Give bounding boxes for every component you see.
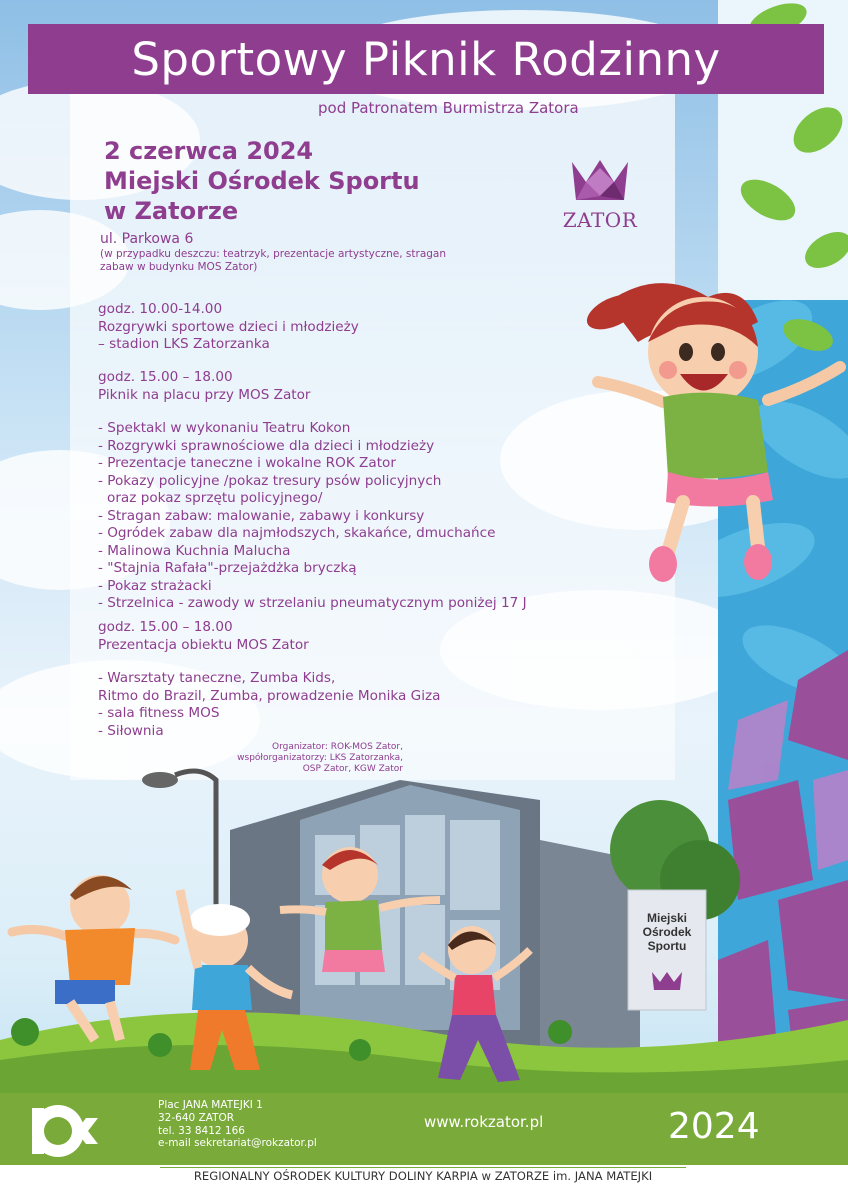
list-item: - Pokaz strażacki (98, 577, 212, 594)
crown-icon (570, 158, 630, 202)
building-sign-line: Ośrodek (642, 925, 692, 939)
building-sign-line: Sportu (647, 939, 687, 953)
contact-city: 32-640 ZATOR (158, 1111, 235, 1124)
subtitle: pod Patronatem Burmistrza Zatora (318, 99, 579, 117)
schedule-line: Rozgrywki sportowe dzieci i młodzieży (98, 318, 359, 335)
rok-logo (28, 1100, 108, 1162)
schedule-block-1 (98, 301, 359, 354)
schedule-block-2 (98, 369, 311, 404)
event-date: 2 czerwca 2024 (104, 137, 314, 165)
website-link[interactable]: www.rokzator.pl (424, 1113, 544, 1131)
jumping-girl-illustration (568, 272, 848, 602)
organizer-line: Organizator: ROK-MOS Zator, (271, 742, 403, 752)
contact-phone: tel. 33 8412 166 (158, 1124, 245, 1137)
list-item: - Malinowa Kuchnia Malucha (98, 542, 291, 559)
organizer-line: współorganizatorzy: LKS Zatorzanka, (237, 753, 403, 763)
event-town: w Zatorze (104, 197, 239, 225)
zator-logo (560, 158, 640, 232)
list-item: - Prezentacje taneczne i wokalne ROK Zator (98, 455, 396, 471)
list-item: - "Stajnia Rafała"-przejażdżka bryczką (98, 560, 357, 576)
list-item: - Warsztaty taneczne, Zumba Kids, (98, 670, 336, 686)
schedule-time: godz. 10.00-14.00 (98, 301, 223, 317)
list-item: - Stragan zabaw: malowanie, zabawy i konkursy (98, 507, 425, 524)
list-item: - Ogródek zabaw dla najmłodszych, skakańce, dmuchańce (98, 525, 496, 541)
footer-year: 2024 (668, 1106, 760, 1147)
building-sign-line: Miejski (646, 911, 688, 925)
list-item: - Rozgrywki sprawnościowe dla dzieci i młodzieży (98, 437, 435, 454)
list-item: - sala fitness MOS (98, 705, 220, 721)
event-venue: Miejski Ośrodek Sportu (104, 167, 420, 195)
schedule-line: – stadion LKS Zatorzanka (98, 336, 270, 352)
rok-logo-text: rok (28, 1100, 30, 1101)
list-item: - Siłownia (98, 722, 164, 739)
contact-email: e-mail sekretariat@rokzator.pl (158, 1137, 317, 1150)
zator-logo-text: ZATOR (562, 208, 638, 232)
rain-note: (w przypadku deszczu: teatrzyk, prezentacje artystyczne, stragan zabaw w budynku MOS Zator) (100, 248, 447, 273)
contact-address: Plac JANA MATEJKI 1 (158, 1099, 263, 1111)
list-item: Ritmo do Brazil, Zumba, prowadzenie Monika Giza (98, 687, 441, 704)
schedule-time: godz. 15.00 – 18.00 (98, 619, 233, 635)
building-and-children-scene (0, 740, 848, 1100)
list-item: - Strzelnica - zawody w strzelaniu pneumatycznym poniżej 17 J (98, 595, 527, 611)
contact-info (158, 1099, 317, 1150)
page-title: Sportowy Piknik Rodzinny (131, 32, 721, 86)
title-banner (28, 24, 824, 94)
list-item: - Spektakl w wykonaniu Teatru Kokon (98, 420, 351, 436)
event-date-place (104, 136, 420, 226)
list-item: - Pokazy policyjne /pokaz tresury psów policyjnych (98, 472, 442, 489)
event-address: ul. Parkowa 6 (100, 231, 194, 247)
schedule-block-3 (98, 619, 309, 654)
list-item: oraz pokaz sprzętu policyjnego/ (107, 490, 323, 506)
schedule-time: godz. 15.00 – 18.00 (98, 369, 233, 385)
schedule-line: Piknik na placu przy MOS Zator (98, 386, 311, 403)
schedule-block-3-items (98, 670, 440, 740)
organizer-line: OSP Zator, KGW Zator (302, 764, 403, 774)
schedule-block-2-items (98, 420, 527, 613)
institution-name: REGIONALNY OŚRODEK KULTURY DOLINY KARPIA w ZATORZE im. JANA MATEJKI (160, 1167, 686, 1183)
schedule-line: Prezentacja obiektu MOS Zator (98, 636, 309, 653)
institution-bar (0, 1165, 848, 1200)
